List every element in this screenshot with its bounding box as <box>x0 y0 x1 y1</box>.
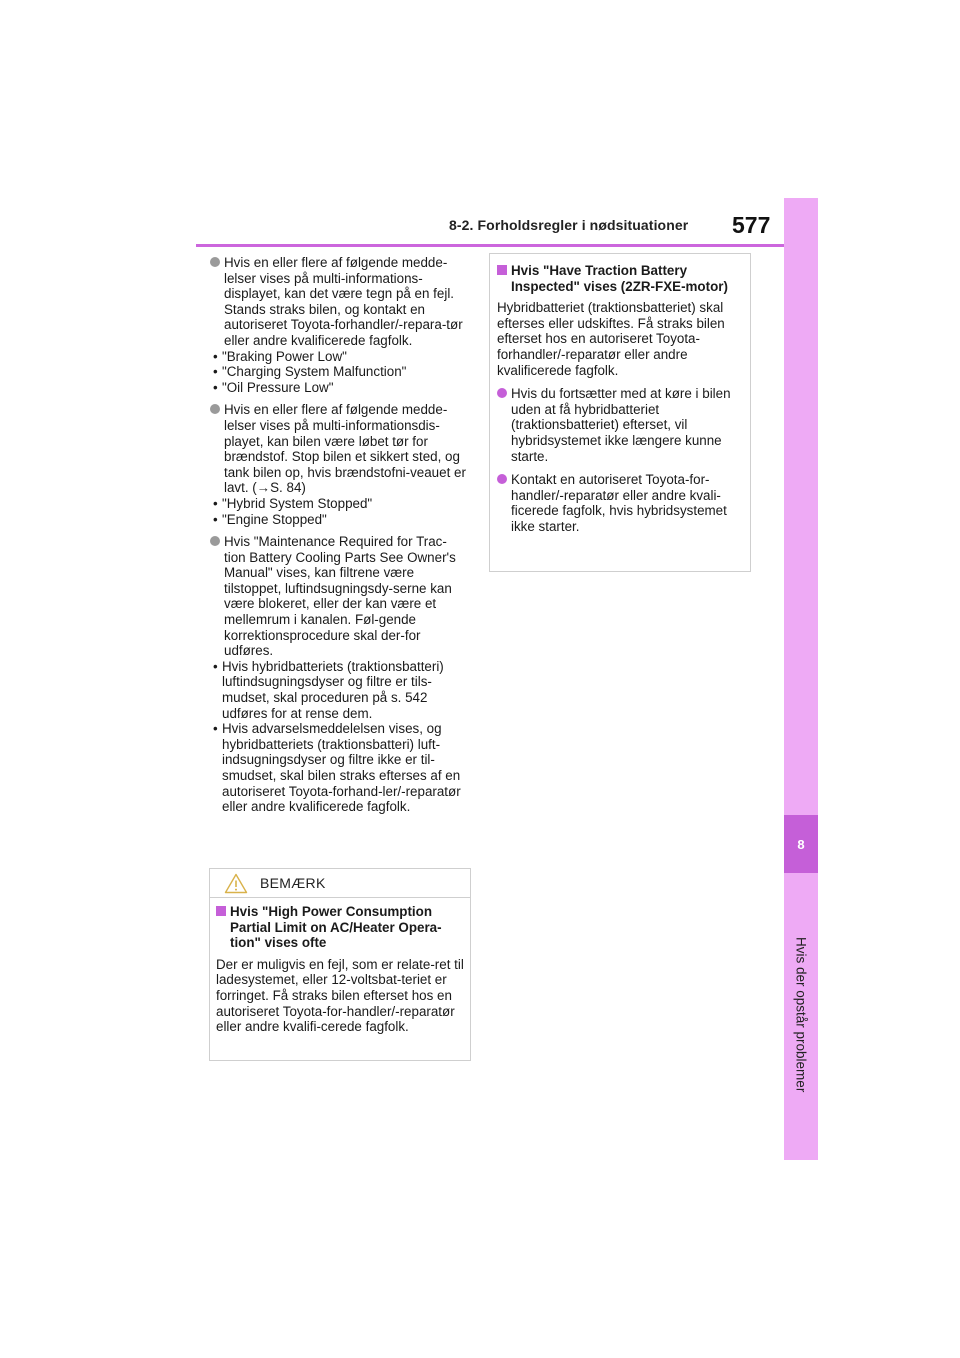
info-box-body <box>490 254 750 535</box>
notice-box <box>209 868 471 1061</box>
list-item <box>210 402 468 527</box>
bullet-text: Hvis en eller flere af følgende medde-lelser vises på multi-informations-displayet, kan det være tegn på en fejl. Stands straks bilen, og kontakt en autoriseret Toyota-forhandler/-repara-tør eller andre kvalificerede fagfolk. <box>224 255 463 348</box>
bullet-circle-icon <box>210 536 220 546</box>
message-list <box>224 349 468 396</box>
info-heading <box>497 263 743 294</box>
message-item: • "Hybrid System Stopped" <box>210 496 468 512</box>
notice-title: BEMÆRK <box>260 875 326 891</box>
notice-header <box>210 869 470 898</box>
page-number: 577 <box>732 212 771 238</box>
warning-triangle-icon <box>224 873 248 894</box>
info-heading-text: Hvis "Have Traction Battery Inspected" vises (2ZR-FXE-motor) <box>511 263 728 294</box>
chapter-title-text: Hvis der opstår problemer <box>793 937 809 1093</box>
info-box <box>489 253 751 572</box>
message-item: • "Oil Pressure Low" <box>210 380 468 396</box>
message-list <box>224 496 468 527</box>
bullet-text: Kontakt en autoriseret Toyota-for-handler/-reparatør eller andre kvali-ficerede fagfolk, hvis hybridsystemet ikke starter. <box>511 472 727 534</box>
left-column <box>210 255 468 822</box>
bullet-text: Hvis "Maintenance Required for Trac-tion Battery Cooling Parts See Owner's Manual" vises, kan filtrene være tilstoppet, luftindsugningsdy-serne kan være blokeret, eller der kan være et mellemrum i kanalen. Føl-gende korrektionsprocedure skal der-for udføres. <box>224 534 456 659</box>
square-bullet-icon <box>216 906 226 916</box>
bullet-circle-icon <box>497 474 507 484</box>
notice-heading <box>216 904 464 951</box>
procedure-list <box>224 659 468 815</box>
bullet-circle-icon <box>210 257 220 267</box>
message-item: • "Braking Power Low" <box>210 349 468 365</box>
bullet-text: Hvis en eller flere af følgende medde-lelser vises på multi-informationsdis-playet, kan bilen være løbet tør for brændstof. Stop bilen et sikkert sted, og tank bilen op, hvis brændstofni-veauet er lavt. (→S. 84) <box>224 402 466 496</box>
message-item: • "Charging System Malfunction" <box>210 364 468 380</box>
notice-text: Der er muligvis en fejl, som er relate-ret til ladesystemet, eller 12-voltsbat-teriet er forringet. Få straks bilen efterset hos en autoriseret Toyota-for-handler/-reparatør eller andre kvalifi-cerede fagfolk. <box>216 956 464 1035</box>
info-paragraph: Hybridbatteriet (traktionsbatteriet) skal efterses eller udskiftes. Få straks bilen efterset hos en autoriseret Toyota-forhandler/-reparatør eller andre kvalificerede fagfolk. <box>497 300 725 378</box>
list-item <box>497 472 743 534</box>
chapter-title-vertical <box>792 880 810 1150</box>
bullet-text: Hvis du fortsætter med at køre i bilen uden at få hybridbatteriet (traktionsbatteriet) efterset, vil hybridsystemet ikke længere kunne starte. <box>511 386 731 464</box>
bullet-circle-icon <box>497 388 507 398</box>
notice-body <box>210 898 470 1035</box>
list-item <box>210 255 468 395</box>
chapter-number-badge: 8 <box>784 815 818 873</box>
square-bullet-icon <box>497 265 507 275</box>
bullet-circle-icon <box>210 404 220 414</box>
notice-heading-text: Hvis "High Power Consumption Partial Limit on AC/Heater Opera-tion" vises ofte <box>230 904 442 951</box>
section-title: 8-2. Forholdsregler i nødsituationer <box>449 217 689 233</box>
header-divider <box>196 244 784 247</box>
list-item <box>210 534 468 815</box>
procedure-item: • Hvis hybridbatteriets (traktionsbatteri) luftindsugningsdyser og filtre er tils-mudset, skal proceduren på s. 542 udføres for at rense dem. <box>210 659 468 721</box>
procedure-item: • Hvis advarselsmeddelelsen vises, og hybridbatteriets (traktionsbatteri) luft-indsugningsdyser og filtre ikke er til-smudset, skal bilen straks efterses af en autoriseret Toyota-forhand-ler/-reparatør eller andre kvalificerede fagfolk. <box>210 721 468 815</box>
list-item <box>497 386 743 464</box>
message-item: • "Engine Stopped" <box>210 512 468 528</box>
